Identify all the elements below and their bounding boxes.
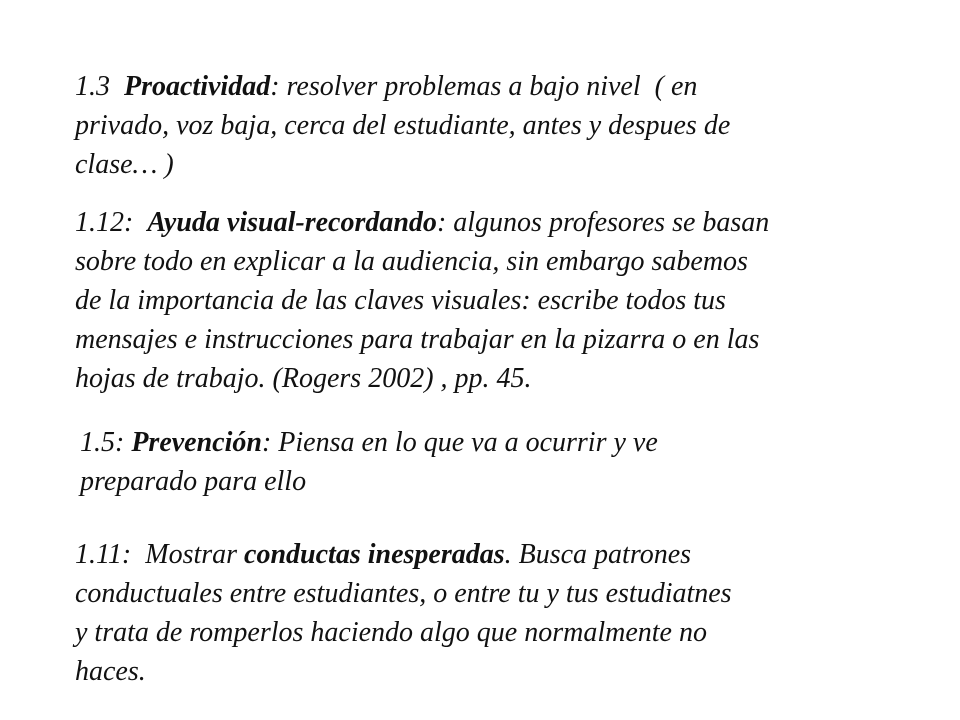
item-title: Ayuda visual-recordando — [147, 207, 437, 238]
item-title: conductas inesperadas — [244, 539, 505, 570]
paragraph-line: sobre todo en explicar a la audiencia, sin embargo sabemos — [75, 246, 748, 277]
item-number: 1.12: — [75, 207, 148, 238]
paragraph-prevencion — [80, 423, 658, 501]
paragraph-line: de la importancia de las claves visuales: escribe todos tus — [75, 285, 726, 316]
paragraph-line — [75, 203, 769, 242]
paragraph-line: conductuales entre estudiantes, o entre tu y tus estudiatnes — [75, 578, 732, 609]
paragraph-ayuda-visual — [75, 203, 769, 398]
item-text: : algunos profesores se basan — [436, 207, 770, 238]
item-number: 1.11: Mostrar — [75, 539, 245, 570]
paragraph-line: y trata de romperlos haciendo algo que normalmente no — [75, 617, 707, 648]
paragraph-conductas-inesperadas — [75, 535, 732, 691]
item-text: . Busca patrones — [504, 539, 692, 570]
paragraph-proactividad — [75, 67, 730, 184]
paragraph-line: mensajes e instrucciones para trabajar en la pizarra o en las — [75, 324, 760, 355]
paragraph-line: preparado para ello — [80, 466, 307, 497]
paragraph-line — [75, 535, 732, 574]
paragraph-line — [75, 67, 730, 106]
item-text: : Piensa en lo que va a ocurrir y ve — [261, 427, 658, 458]
item-number: 1.5: — [80, 427, 132, 458]
paragraph-line: privado, voz baja, cerca del estudiante, antes y despues de — [75, 110, 731, 141]
paragraph-line: hojas de trabajo. (Rogers 2002) , pp. 45. — [75, 363, 532, 394]
paragraph-line: clase… ) — [75, 149, 174, 180]
item-title: Proactividad — [124, 71, 271, 102]
item-text: : resolver problemas a bajo nivel ( en — [270, 71, 698, 102]
paragraph-line: haces. — [75, 656, 146, 687]
paragraph-line — [80, 423, 658, 462]
item-number: 1.3 — [75, 71, 124, 102]
item-title: Prevención — [131, 427, 262, 458]
